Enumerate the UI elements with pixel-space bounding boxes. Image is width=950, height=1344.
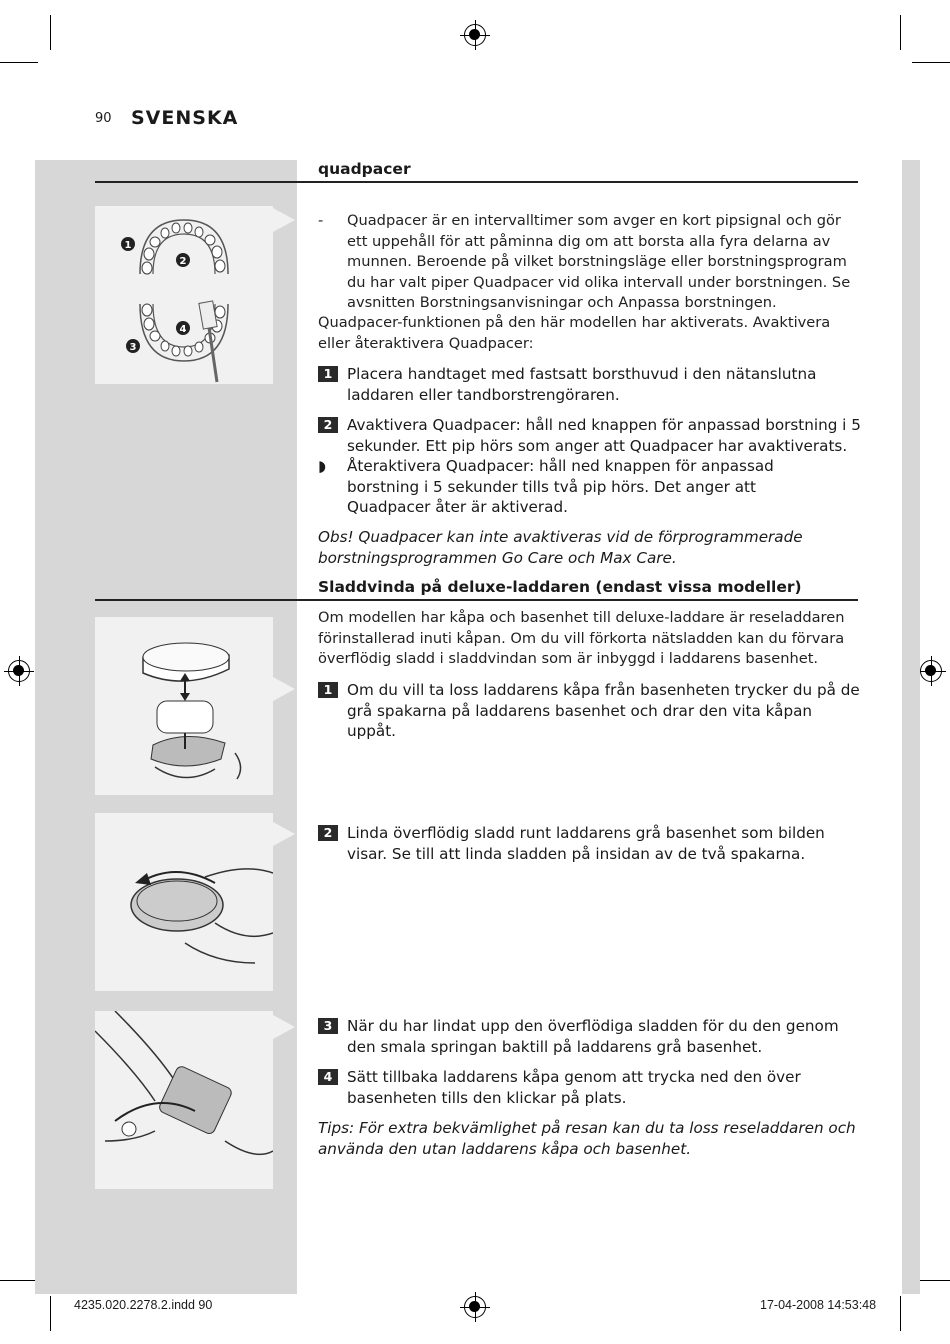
step-text: Avaktivera Quadpacer: håll ned knappen för anpassad borstning i 5 sekunder. Ett pip hörs som anger att Quadpacer har avaktiverats. xyxy=(347,416,861,455)
section-divider xyxy=(95,181,858,183)
cord-wrap-illustration-icon xyxy=(95,813,273,991)
figure-label: 3 xyxy=(129,342,137,353)
reactivate-text: Återaktivera Quadpacer: håll ned knappen för anpassad borstning i 5 sekunder tills två pip hörs. Det anger att Quadpacer åter är aktiverad. xyxy=(347,457,774,516)
step-number: 2 xyxy=(318,825,338,841)
step-text: När du har lindat upp den överflödiga sladden för du den genom den smala springan baktill på laddarens grå basenhet. xyxy=(347,1017,839,1056)
page-language-title: SVENSKA xyxy=(131,107,239,129)
figure-label: 4 xyxy=(179,324,187,335)
crop-mark xyxy=(0,62,38,63)
figure-label: 2 xyxy=(179,256,187,267)
step-text: Linda överflödig sladd runt laddarens grå basenhet som bilden visar. Se till att linda sladden på insidan av de två spakarna. xyxy=(347,824,825,863)
quadpacer-intro: Quadpacer-funktionen på den här modellen har aktiverats. Avaktivera eller återaktivera Quadpacer: xyxy=(318,314,831,352)
footer-file-info: 4235.020.2278.2.indd 90 xyxy=(74,1298,213,1312)
right-gray-strip xyxy=(902,160,920,1294)
step-number: 2 xyxy=(318,417,338,433)
teeth-quadrant-figure xyxy=(95,206,273,384)
section-heading-quadpacer: quadpacer xyxy=(318,160,411,178)
step-number: 4 xyxy=(318,1069,338,1085)
charger-cover-figure xyxy=(95,617,273,795)
cord-wrap-intro: Om modellen har kåpa och basenhet till deluxe-laddare är reseladdaren förinstallerad inuti kåpan. Om du vill förkorta nätsladden kan du förvara överflödig sladd i sladdvindan som är inbyggd i laddarens basenhet. xyxy=(318,609,845,667)
footer-datetime: 17-04-2008 14:53:48 xyxy=(760,1298,877,1312)
step-number: 3 xyxy=(318,1018,338,1034)
quadpacer-description: Quadpacer är en intervalltimer som avger en kort pipsignal och gör ett uppehåll för att påminna dig om att borsta alla fyra delarna av munnen. Beroende på vilket borstningsläge eller borstningsprogram du har valt piper Quadpacer vid olika intervall under borstningen. Se avsnitten Borstningsanvisningar och Anpassa borstningen. xyxy=(347,212,851,311)
step-number: 1 xyxy=(318,682,338,698)
crop-mark xyxy=(50,1296,51,1331)
figure-label: 1 xyxy=(124,240,132,251)
quadpacer-note: Obs! Quadpacer kan inte avaktiveras vid de förprogrammerade borstningsprogrammen Go Care och Max Care. xyxy=(318,528,803,567)
crop-mark xyxy=(900,15,901,50)
teeth-diagram-icon xyxy=(95,206,273,384)
crop-mark xyxy=(912,62,950,63)
figure-pointer xyxy=(273,677,295,701)
crop-mark xyxy=(900,1296,901,1331)
step-text: Placera handtaget med fastsatt borsthuvud i den nätanslutna laddaren eller tandborstrengöraren. xyxy=(347,365,817,404)
registration-mark-icon xyxy=(920,660,942,682)
registration-mark-icon xyxy=(8,660,30,682)
crop-mark xyxy=(50,15,51,50)
crop-mark xyxy=(0,1280,38,1281)
section-heading-cord-wrap: Sladdvinda på deluxe-laddaren (endast vissa modeller) xyxy=(318,578,802,596)
bullet-dash: - xyxy=(318,212,324,229)
charger-illustration-icon xyxy=(95,617,273,795)
cord-wrapping-figure xyxy=(95,813,273,991)
registration-mark-icon xyxy=(464,24,486,46)
figure-pointer xyxy=(273,1015,295,1039)
travel-tip: Tips: För extra bekvämlighet på resan kan du ta loss reseladdaren och använda den utan laddarens kåpa och basenhet. xyxy=(318,1119,856,1158)
figure-pointer xyxy=(273,208,295,232)
cord-slot-figure xyxy=(95,1011,273,1189)
registration-mark-icon xyxy=(464,1296,486,1318)
bullet-mark-icon: ◗ xyxy=(318,457,327,475)
figure-pointer xyxy=(273,822,295,846)
section-divider xyxy=(95,599,858,601)
step-text: Sätt tillbaka laddarens kåpa genom att trycka ned den över basenheten tills den klickar på plats. xyxy=(347,1068,801,1107)
page-number: 90 xyxy=(95,111,112,126)
cord-slot-illustration-icon xyxy=(95,1011,273,1189)
step-text: Om du vill ta loss laddarens kåpa från basenheten trycker du på de grå spakarna på laddarens basenhet och drar den vita kåpan uppåt. xyxy=(347,681,860,740)
step-number: 1 xyxy=(318,366,338,382)
